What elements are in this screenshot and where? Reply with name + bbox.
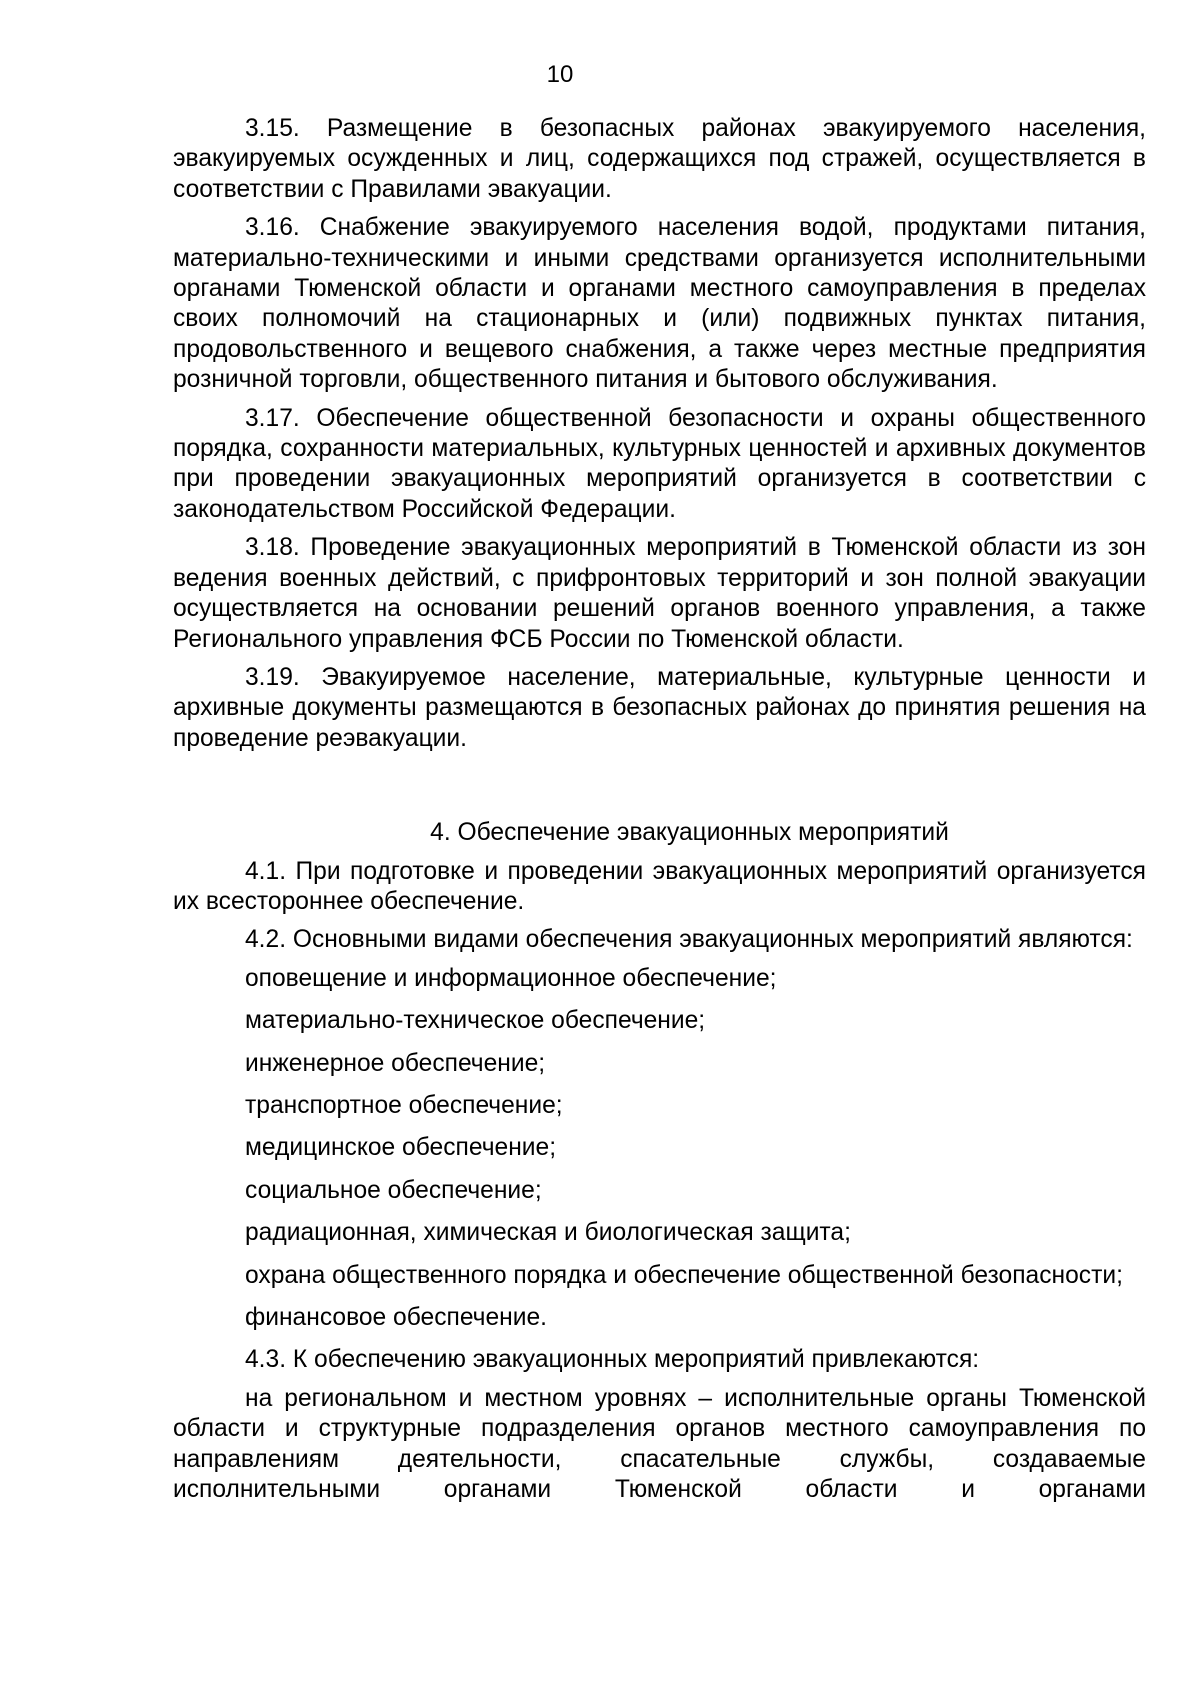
support-type-item: финансовое обеспечение. [245, 1304, 548, 1331]
paragraph-3-17: 3.17. Обеспечение общественной безопасности и охраны общественного порядка, сохранности материальных, культурных ценностей и архивных документов при проведении эвакуационных мероприятий организуется в соответствии с законодательством Российской Федерации. [173, 404, 1146, 523]
paragraph-3-18: 3.18. Проведение эвакуационных мероприятий в Тюменской области из зон ведения военных действий, с прифронтовых территорий и зон полной эвакуации осуществляется на основании решений органов военного управления, а также Регионального управления ФСБ России по Тюменской области. [173, 534, 1146, 653]
support-type-item: инженерное обеспечение; [245, 1049, 546, 1077]
paragraph-3-15: 3.15. Размещение в безопасных районах эвакуируемого населения, эвакуируемых осужденных и лиц, содержащихся под стражей, осуществляется в соответствии с Правилами эвакуации. [173, 115, 1146, 203]
paragraph-4-2: 4.2. Основными видами обеспечения эвакуационных мероприятий являются: [245, 926, 1133, 954]
paragraph-4-3: 4.3. К обеспечению эвакуационных мероприятий привлекаются: [245, 1346, 980, 1374]
support-type-item: охрана общественного порядка и обеспечение общественной безопасности; [245, 1261, 1123, 1289]
paragraph-4-1: 4.1. При подготовке и проведении эвакуационных мероприятий организуется их всестороннее обеспечение. [173, 857, 1146, 915]
support-type-item: медицинское обеспечение; [245, 1134, 557, 1162]
support-type-item: социальное обеспечение; [245, 1176, 542, 1204]
support-type-item: радиационная, химическая и биологическая защита; [245, 1219, 851, 1247]
page-number: 10 [546, 61, 574, 88]
paragraph-levels: на региональном и местном уровнях – исполнительные органы Тюменской области и структурные подразделения органов местного самоуправления по направлениям деятельности, спасательные службы, создаваемые исполнительными органами Тюменской области и органами [173, 1384, 1146, 1504]
support-type-item: материально-техническое обеспечение; [245, 1007, 706, 1035]
section-spacer [173, 762, 1146, 818]
paragraph-3-19: 3.19. Эвакуируемое население, материальные, культурные ценности и архивные документы размещаются в безопасных районах до принятия решения на проведение реэвакуации. [173, 663, 1146, 752]
support-type-item: транспортное обеспечение; [245, 1091, 563, 1119]
paragraph-3-16: 3.16. Снабжение эвакуируемого населения водой, продуктами питания, материально-техническими и иными средствами организуется исполнительными органами Тюменской области и органами местного самоуправления в пределах своих полномочий на стационарных и (или) подвижных пунктах питания, продовольственного и вещевого снабжения, а также через местные предприятия розничной торговли, общественного питания и бытового обслуживания. [173, 214, 1146, 394]
document-body [173, 114, 1146, 1513]
support-type-item: оповещение и информационное обеспечение; [245, 964, 777, 992]
section-4-heading: 4. Обеспечение эвакуационных мероприятий [430, 819, 949, 847]
